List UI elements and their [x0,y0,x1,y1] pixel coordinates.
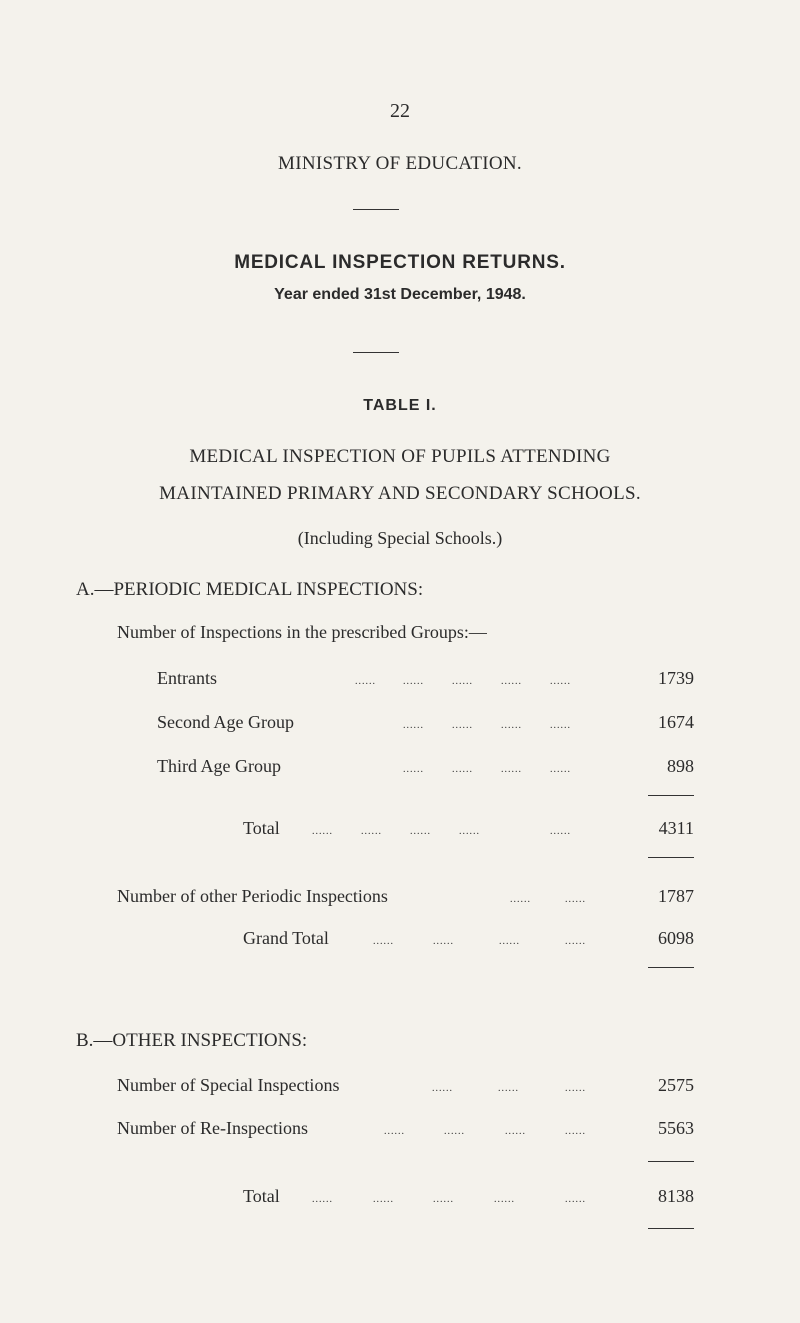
special-inspections-label: Number of Special Inspections [117,1075,340,1095]
sum-rule [648,1161,694,1162]
total-label: Total [243,818,280,838]
leader-dots: ...... [355,676,376,687]
leader-dots: ...... [361,826,382,837]
leader-dots: ...... [550,720,571,731]
leader-dots: ...... [433,936,454,947]
sum-rule [648,967,694,968]
leader-dots: ...... [452,764,473,775]
sum-rule [648,1228,694,1229]
leader-dots: ...... [384,1126,405,1137]
leader-dots: ...... [452,720,473,731]
leader-dots: ...... [452,676,473,687]
leader-dots: ...... [312,826,333,837]
divider [353,209,399,210]
leader-dots: ...... [444,1126,465,1137]
page-title: MEDICAL INSPECTION RETURNS. [234,252,566,273]
leader-dots: ...... [373,1194,394,1205]
row-value-entrants: 1739 [658,668,694,688]
leader-dots: ...... [433,1194,454,1205]
leader-dots: ...... [550,676,571,687]
ministry-heading: MINISTRY OF EDUCATION. [278,153,522,174]
row-label-third-age: Third Age Group [157,756,281,776]
leader-dots: ...... [432,1083,453,1094]
section-b-total-label: Total [243,1186,280,1206]
section-a-intro: Number of Inspections in the prescribed Groups:— [117,622,487,642]
table-heading-line1: MEDICAL INSPECTION OF PUPILS ATTENDING [189,446,611,467]
leader-dots: ...... [550,826,571,837]
leader-dots: ...... [510,894,531,905]
grand-total-value: 6098 [658,928,694,948]
section-b-title: B.—OTHER INSPECTIONS: [76,1030,308,1051]
leader-dots: ...... [312,1194,333,1205]
leader-dots: ...... [565,936,586,947]
row-value-second-age: 1674 [658,712,694,732]
section-b-total-value: 8138 [658,1186,694,1206]
row-label-second-age: Second Age Group [157,712,294,732]
leader-dots: ...... [565,1194,586,1205]
leader-dots: ...... [565,1083,586,1094]
leader-dots: ...... [403,676,424,687]
leader-dots: ...... [498,1083,519,1094]
other-periodic-value: 1787 [658,886,694,906]
leader-dots: ...... [459,826,480,837]
leader-dots: ...... [410,826,431,837]
sum-rule [648,857,694,858]
leader-dots: ...... [501,676,522,687]
leader-dots: ...... [565,1126,586,1137]
re-inspections-value: 5563 [658,1118,694,1138]
re-inspections-label: Number of Re-Inspections [117,1118,308,1138]
table-label: TABLE I. [363,397,437,414]
leader-dots: ...... [501,720,522,731]
leader-dots: ...... [403,764,424,775]
leader-dots: ...... [565,894,586,905]
row-label-entrants: Entrants [157,668,217,688]
divider [353,352,399,353]
leader-dots: ...... [499,936,520,947]
special-inspections-value: 2575 [658,1075,694,1095]
sum-rule [648,795,694,796]
leader-dots: ...... [550,764,571,775]
leader-dots: ...... [501,764,522,775]
table-heading-note: (Including Special Schools.) [297,528,503,548]
section-a-title: A.—PERIODIC MEDICAL INSPECTIONS: [76,579,424,600]
leader-dots: ...... [494,1194,515,1205]
page-number: 22 [390,100,410,122]
other-periodic-label: Number of other Periodic Inspections [117,886,388,906]
leader-dots: ...... [403,720,424,731]
row-value-third-age: 898 [667,756,694,776]
table-heading-line2: MAINTAINED PRIMARY AND SECONDARY SCHOOLS. [159,483,641,504]
grand-total-label: Grand Total [243,928,329,948]
total-value: 4311 [658,818,694,838]
page-subtitle: Year ended 31st December, 1948. [274,286,526,303]
leader-dots: ...... [373,936,394,947]
leader-dots: ...... [505,1126,526,1137]
